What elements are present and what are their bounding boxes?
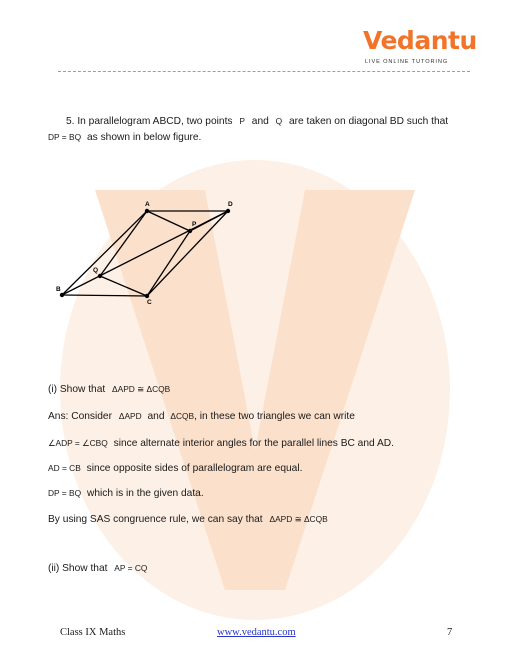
footer-website-link[interactable]: www.vedantu.com [217, 627, 296, 638]
question-number: 5. [66, 116, 75, 127]
point-p-dot [188, 229, 192, 233]
label-d: D [228, 201, 233, 208]
answer-suffix: , in these two triangles we can write [194, 411, 355, 422]
label-b: B [56, 286, 61, 293]
side-bc [62, 295, 147, 296]
header-divider [58, 71, 470, 72]
vertex-d [226, 209, 230, 213]
answer-intro [48, 410, 355, 423]
step-3-text: which is in the given data. [86, 488, 204, 499]
triangle-apd: ΔAPD [118, 411, 142, 421]
segment-ap [147, 211, 190, 231]
segment-qc [100, 276, 147, 296]
triangle-cqb: ΔCQB [170, 411, 195, 421]
logo-tagline: LIVE ONLINE TUTORING [365, 59, 449, 65]
label-c: C [147, 299, 152, 306]
step-1-text: since alternate interior angles for the parallel lines BC and AD. [113, 438, 394, 449]
vertex-a [145, 209, 149, 213]
footer-page-number: 7 [447, 627, 453, 638]
step-3-math: DP = BQ [48, 488, 82, 498]
step-2-text: since opposite sides of parallelogram are equal. [86, 463, 303, 474]
label-a: A [145, 201, 150, 208]
point-q: Q [275, 116, 283, 126]
part-ii-prefix: (ii) Show that [48, 563, 108, 574]
label-q: Q [93, 267, 99, 274]
question-text-b: are taken on diagonal BD such that [288, 116, 449, 127]
conclusion-text: By using SAS congruence rule, we can say that [48, 514, 263, 525]
step-2-math: AD = CB [48, 463, 81, 473]
point-q-dot [98, 274, 102, 278]
part-i [48, 383, 170, 396]
vedantu-logo [363, 26, 477, 72]
answer-step-2 [48, 462, 302, 475]
part-ii-statement: AP = CQ [114, 563, 148, 573]
and-text: and [251, 116, 269, 127]
vertex-c [145, 294, 149, 298]
answer-step-3 [48, 487, 204, 500]
answer-and: and [147, 411, 165, 422]
answer-conclusion [48, 513, 328, 526]
part-i-prefix: (i) Show that [48, 384, 106, 395]
question-text-c: as shown in below figure. [86, 132, 202, 143]
question-line-1 [66, 115, 448, 128]
given-equation: DP = BQ [48, 132, 82, 142]
vertex-b [60, 293, 64, 297]
answer-step-1 [48, 437, 394, 450]
parallelogram-figure [50, 195, 250, 310]
conclusion-math: ΔAPD ≅ ΔCQB [269, 514, 328, 524]
step-1-math: ∠ADP = ∠CBQ [48, 438, 108, 448]
logo-wordmark: Vedantu [363, 26, 477, 55]
question-line-2 [48, 131, 201, 144]
side-ab [62, 211, 147, 295]
answer-prefix: Ans: Consider [48, 411, 112, 422]
part-ii [48, 562, 147, 575]
point-p: P [239, 116, 245, 126]
question-text-a: In parallelogram ABCD, two points [77, 116, 233, 127]
part-i-statement: ΔAPD ≅ ΔCQB [112, 384, 171, 394]
footer-class-label: Class IX Maths [60, 627, 126, 638]
label-p: P [192, 221, 197, 228]
segment-aq [100, 211, 147, 276]
side-dc [147, 211, 228, 296]
